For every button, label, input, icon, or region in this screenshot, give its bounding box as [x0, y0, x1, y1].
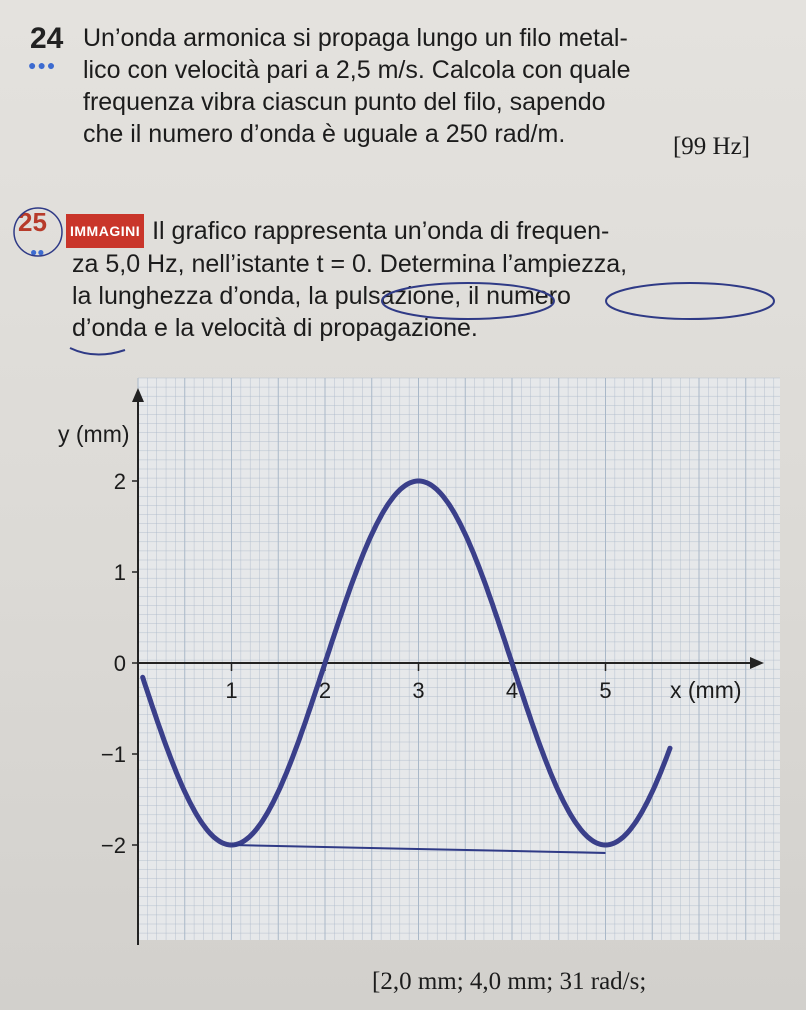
problem-25-number: 25 — [18, 207, 47, 237]
images-badge: IMMAGINI — [66, 214, 144, 248]
problem-25-line: za 5,0 Hz, nell’istante t = 0. Determina l’ampiezza, — [72, 250, 628, 278]
problem-24-line: che il numero d’onda è uguale a 250 rad/m. — [83, 120, 566, 148]
problem-25-line: Il grafico rappresenta un’onda di frequen- — [152, 217, 610, 245]
x-tick-label: 4 — [505, 678, 519, 703]
y-axis-label: y (mm) — [58, 421, 130, 447]
problem-25-line: d’onda e la velocità di propagazione. — [72, 314, 478, 342]
problem-25-answer: [2,0 mm; 4,0 mm; 31 rad/s; — [372, 968, 647, 995]
difficulty-dots: ●●● — [28, 57, 57, 73]
graph-paper — [138, 378, 780, 940]
x-tick-label: 5 — [599, 678, 612, 703]
y-tick-label: 2 — [113, 469, 126, 494]
problem-24-line: frequenza vibra ciascun punto del filo, sapendo — [83, 88, 606, 116]
problem-24-answer: [99 Hz] — [672, 133, 750, 160]
difficulty-dots: ●● — [30, 245, 45, 259]
y-tick-label: 0 — [113, 651, 126, 676]
x-tick-label: 3 — [412, 678, 425, 703]
problem-24-line: Un’onda armonica si propaga lungo un filo metal- — [83, 24, 628, 52]
y-tick-label: −2 — [100, 833, 126, 858]
problem-25-line: la lunghezza d’onda, la pulsazione, il numero — [72, 282, 571, 310]
y-tick-label: 1 — [113, 560, 126, 585]
x-axis-label: x (mm) — [670, 677, 742, 703]
x-tick-label: 2 — [318, 678, 332, 703]
x-tick-label: 1 — [225, 678, 238, 703]
problem-24-line: lico con velocità pari a 2,5 m/s. Calcola con quale — [83, 56, 631, 84]
y-tick-label: −1 — [100, 742, 126, 767]
problem-24-number: 24 — [30, 22, 64, 55]
